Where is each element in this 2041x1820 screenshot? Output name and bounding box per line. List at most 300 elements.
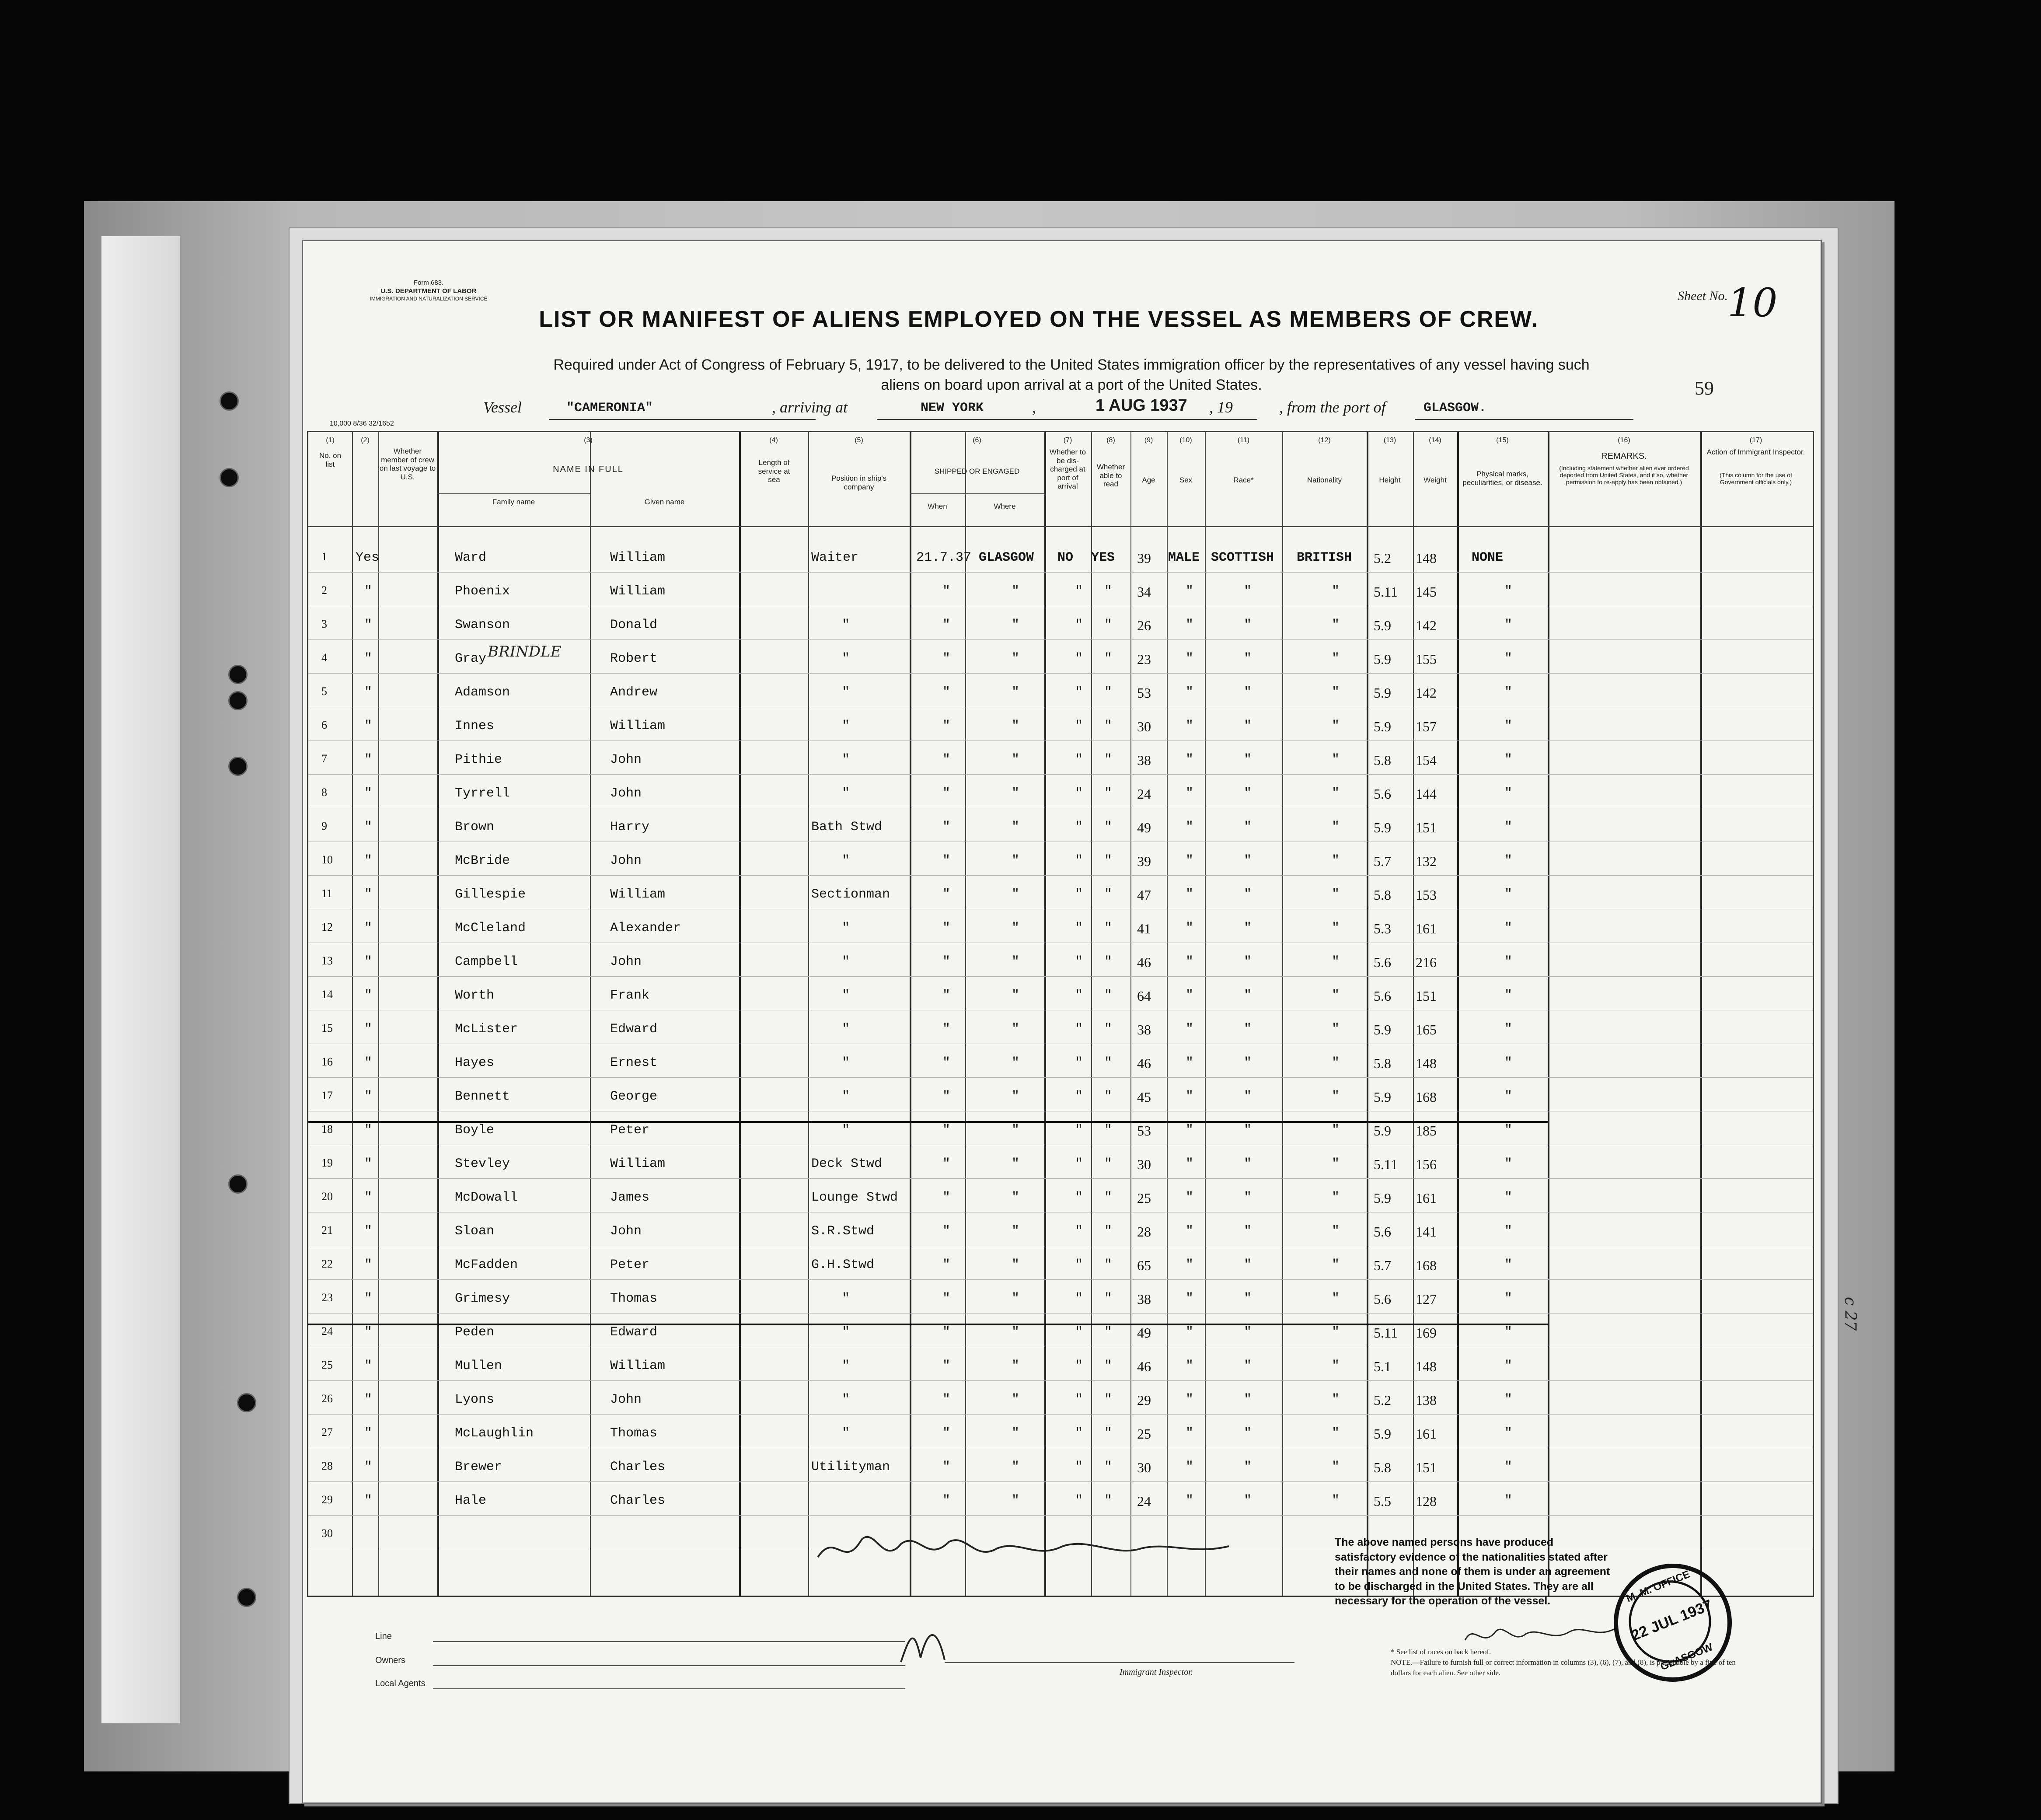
cell-position: G.H.Stwd <box>811 1258 875 1272</box>
cell-weight: 145 <box>1416 584 1437 600</box>
cell-position: " <box>842 1055 850 1070</box>
cell-race: " <box>1244 1123 1252 1138</box>
from-port: GLASGOW. <box>1423 401 1487 416</box>
cell-sex: " <box>1186 1493 1194 1508</box>
cell-position: " <box>842 988 850 1003</box>
arrival-date: 1 AUG 1937 <box>1096 396 1187 415</box>
col8-number: (8) <box>1106 437 1115 444</box>
vessel-label: Vessel <box>483 398 522 416</box>
cell-weight: 157 <box>1416 719 1437 734</box>
col-divider <box>378 432 379 1596</box>
cell-given-name: Charles <box>610 1460 666 1474</box>
cell-last-voyage: " <box>364 1123 373 1138</box>
cell-family-name: Mullen <box>455 1359 502 1373</box>
cell-sex: " <box>1186 887 1194 902</box>
cell-position: Lounge Stwd <box>811 1190 898 1205</box>
vessel-name: "CAMERONIA" <box>566 401 653 416</box>
stamp-date: 22 JUL 1937 <box>1629 1596 1715 1644</box>
cell-row-number: 9 <box>321 820 327 832</box>
cell-family-name: McLister <box>455 1022 518 1037</box>
cell-nationality: " <box>1332 651 1340 666</box>
cell-shipped-where: " <box>1012 752 1020 767</box>
local-agents-field <box>433 1688 905 1689</box>
cell-sex: " <box>1186 1055 1194 1070</box>
cell-sex: " <box>1186 1123 1194 1138</box>
cell-discharged: " <box>1075 1089 1083 1104</box>
cell-position: Sectionman <box>811 887 890 902</box>
col-divider <box>965 432 966 1596</box>
cell-shipped-where: " <box>1012 1224 1020 1239</box>
binder-hole <box>237 1588 256 1607</box>
cell-row-number: 6 <box>321 719 327 731</box>
cell-family-name: Hale <box>455 1493 487 1508</box>
col-divider <box>1548 432 1549 1596</box>
cell-weight: 155 <box>1416 651 1437 667</box>
cell-sex: " <box>1186 1258 1194 1272</box>
col6-number: (6) <box>973 437 981 444</box>
cell-physical-marks: " <box>1504 853 1513 868</box>
cell-family-name: Gray <box>455 651 487 666</box>
cell-nationality: " <box>1332 1258 1340 1272</box>
cell-nationality: " <box>1332 618 1340 632</box>
cell-sex: " <box>1186 752 1194 767</box>
col11-title: Race* <box>1233 476 1254 484</box>
cell-position: " <box>842 1392 850 1407</box>
cell-height: 5.9 <box>1374 1089 1391 1105</box>
cell-nationality: " <box>1332 786 1340 801</box>
cell-discharged: " <box>1075 584 1083 599</box>
cell-discharged: " <box>1075 1291 1083 1306</box>
handwritten-signature <box>809 1522 1268 1579</box>
cell-row-number: 11 <box>321 887 333 900</box>
col-divider <box>1130 432 1131 1596</box>
cell-row-number: 4 <box>321 651 327 664</box>
form-identifier <box>332 278 525 303</box>
cell-race: " <box>1244 685 1252 700</box>
col6-where: Where <box>994 502 1016 510</box>
cell-weight: 151 <box>1416 820 1437 835</box>
cell-physical-marks: " <box>1504 1224 1513 1239</box>
cell-sex: " <box>1186 584 1194 599</box>
cell-nationality: " <box>1332 752 1340 767</box>
col-divider <box>808 432 809 1596</box>
cell-sex: " <box>1186 820 1194 835</box>
cell-shipped-when: " <box>942 786 951 801</box>
cell-family-name: Stevley <box>455 1156 510 1171</box>
cell-given-name: William <box>610 1359 666 1373</box>
cell-last-voyage: " <box>364 1089 373 1104</box>
cell-row-number: 14 <box>321 988 333 1001</box>
cell-nationality: " <box>1332 1392 1340 1407</box>
cell-shipped-where: " <box>1012 1258 1020 1272</box>
cell-discharged: " <box>1075 786 1083 801</box>
cell-race: " <box>1244 1392 1252 1407</box>
cell-row-number: 10 <box>321 853 333 866</box>
cell-row-number: 17 <box>321 1089 333 1102</box>
cell-height: 5.9 <box>1374 1022 1391 1038</box>
cell-shipped-where: " <box>1012 1493 1020 1508</box>
cell-race: " <box>1244 1291 1252 1306</box>
cell-position: Utilityman <box>811 1460 890 1474</box>
cell-given-name: John <box>610 752 642 767</box>
cell-able-to-read: " <box>1104 685 1113 700</box>
cell-position: " <box>842 618 850 632</box>
cell-position: " <box>842 1359 850 1373</box>
cell-last-voyage: " <box>364 1426 373 1441</box>
cell-physical-marks: " <box>1504 719 1513 734</box>
cell-family-name: Bennett <box>455 1089 510 1104</box>
row-rule <box>308 639 1813 640</box>
cell-height: 5.11 <box>1374 1156 1398 1172</box>
cell-physical-marks: " <box>1504 1258 1513 1272</box>
cell-discharged: " <box>1075 1055 1083 1070</box>
cell-height: 5.6 <box>1374 954 1391 970</box>
cell-age: 53 <box>1137 685 1151 701</box>
row-rule <box>308 1178 1813 1179</box>
col-divider <box>910 432 911 1596</box>
cell-able-to-read: " <box>1104 954 1113 969</box>
cell-discharged: " <box>1075 921 1083 936</box>
subtitle-line-1: Required under Act of Congress of February 5, 1917, to be delivered to the United States immigration officer by the representatives of any vessel having such <box>553 356 1590 373</box>
cell-weight: 132 <box>1416 853 1437 869</box>
col3-family: Family name <box>492 498 535 506</box>
cell-race: " <box>1244 1493 1252 1508</box>
col9-number: (9) <box>1144 437 1153 444</box>
cell-shipped-where: " <box>1012 1190 1020 1205</box>
cell-race: " <box>1244 584 1252 599</box>
cell-shipped-when: " <box>942 584 951 599</box>
line-label: Line <box>375 1631 392 1641</box>
cell-race: " <box>1244 988 1252 1003</box>
cell-able-to-read: " <box>1104 853 1113 868</box>
cell-age: 25 <box>1137 1426 1151 1442</box>
cell-discharged: " <box>1075 820 1083 835</box>
inspector-label: Immigrant Inspector. <box>1120 1667 1193 1677</box>
cell-sex: " <box>1186 1325 1194 1340</box>
col14-title: Weight <box>1423 476 1447 484</box>
cell-last-voyage: Yes <box>356 550 380 565</box>
cell-family-name: Sloan <box>455 1224 495 1239</box>
col15-title: Physical marks, peculiarities, or disease. <box>1462 470 1542 487</box>
cell-age: 41 <box>1137 921 1151 936</box>
cell-discharged: " <box>1075 651 1083 666</box>
row-rule <box>308 875 1813 876</box>
cell-last-voyage: " <box>364 1055 373 1070</box>
cell-age: 46 <box>1137 954 1151 970</box>
cell-last-voyage: " <box>364 618 373 632</box>
cell-age: 29 <box>1137 1392 1151 1408</box>
cell-sex: " <box>1186 1089 1194 1104</box>
cell-nationality: " <box>1332 1426 1340 1441</box>
cell-race: " <box>1244 1359 1252 1373</box>
cell-discharged: " <box>1075 685 1083 700</box>
line-field <box>433 1641 905 1642</box>
cell-position: " <box>842 1022 850 1037</box>
cell-shipped-where: " <box>1012 685 1020 700</box>
owners-label: Owners <box>375 1656 405 1665</box>
cell-shipped-when: " <box>942 921 951 936</box>
cell-given-name: Edward <box>610 1022 658 1037</box>
cell-sex: " <box>1186 685 1194 700</box>
cell-height: 5.5 <box>1374 1493 1391 1509</box>
cell-height: 5.9 <box>1374 685 1391 701</box>
cell-family-name: Brown <box>455 820 495 835</box>
cell-discharged: " <box>1075 1359 1083 1373</box>
cell-age: 26 <box>1137 618 1151 633</box>
cell-shipped-where: " <box>1012 651 1020 666</box>
col14-number: (14) <box>1429 437 1441 444</box>
cell-shipped-where: GLASGOW <box>979 550 1034 565</box>
cell-family-name: Brewer <box>455 1460 502 1474</box>
cell-discharged: " <box>1075 618 1083 632</box>
arriving-port: NEW YORK <box>921 401 984 416</box>
cell-family-name: Ward <box>455 550 487 565</box>
cell-shipped-when: " <box>942 1291 951 1306</box>
cell-nationality: " <box>1332 1460 1340 1474</box>
cell-discharged: " <box>1075 1460 1083 1474</box>
cell-able-to-read: " <box>1104 651 1113 666</box>
cell-weight: 141 <box>1416 1224 1437 1240</box>
cell-shipped-when: " <box>942 1224 951 1239</box>
cell-able-to-read: " <box>1104 1325 1113 1340</box>
cell-able-to-read: " <box>1104 1022 1113 1037</box>
cell-nationality: " <box>1332 1359 1340 1373</box>
cell-physical-marks: " <box>1504 1325 1513 1340</box>
cell-position: Deck Stwd <box>811 1156 883 1171</box>
cell-physical-marks: " <box>1504 921 1513 936</box>
cell-last-voyage: " <box>364 651 373 666</box>
col-divider <box>437 432 439 1596</box>
service-name: IMMIGRATION AND NATURALIZATION SERVICE <box>370 295 488 302</box>
crew-table <box>307 431 1814 1597</box>
col12-number: (12) <box>1318 437 1331 444</box>
cell-able-to-read: " <box>1104 1493 1113 1508</box>
col17-title: Action of Immigrant Inspector. <box>1706 448 1805 456</box>
cell-sex: " <box>1186 1190 1194 1205</box>
cell-age: 53 <box>1137 1123 1151 1139</box>
cell-family-name: Adamson <box>455 685 510 700</box>
cell-position: " <box>842 1123 850 1138</box>
cell-height: 5.2 <box>1374 1392 1391 1408</box>
cell-shipped-where: " <box>1012 1460 1020 1474</box>
vessel-underline <box>549 419 816 420</box>
cell-able-to-read: YES <box>1091 550 1115 565</box>
row-rule <box>308 572 1813 573</box>
strikeout-row-23 <box>308 1324 1548 1325</box>
cell-physical-marks: " <box>1504 1055 1513 1070</box>
cell-physical-marks: " <box>1504 988 1513 1003</box>
cell-discharged: " <box>1075 1156 1083 1171</box>
cell-row-number: 22 <box>321 1258 333 1270</box>
cell-row-number: 12 <box>321 921 333 933</box>
cell-height: 5.6 <box>1374 1224 1391 1240</box>
cell-able-to-read: " <box>1104 584 1113 599</box>
col-divider <box>739 432 741 1596</box>
cell-nationality: " <box>1332 1291 1340 1306</box>
cell-able-to-read: " <box>1104 719 1113 734</box>
cell-age: 38 <box>1137 1291 1151 1307</box>
cell-physical-marks: " <box>1504 1156 1513 1171</box>
col13-number: (13) <box>1383 437 1396 444</box>
cell-race: SCOTTISH <box>1211 550 1274 565</box>
cell-physical-marks: " <box>1504 820 1513 835</box>
cell-able-to-read: " <box>1104 1123 1113 1138</box>
cell-row-number: 26 <box>321 1392 333 1405</box>
cell-last-voyage: " <box>364 954 373 969</box>
cell-weight: 151 <box>1416 988 1437 1004</box>
cell-able-to-read: " <box>1104 1190 1113 1205</box>
cell-shipped-where: " <box>1012 1156 1020 1171</box>
cell-given-name: Alexander <box>610 921 681 936</box>
cell-physical-marks: " <box>1504 1493 1513 1508</box>
binder-hole <box>220 391 239 411</box>
row-rule <box>308 1414 1813 1415</box>
col1-number: (1) <box>326 437 335 444</box>
cell-race: " <box>1244 954 1252 969</box>
cell-race: " <box>1244 853 1252 868</box>
cell-height: 5.1 <box>1374 1359 1391 1374</box>
cell-physical-marks: NONE <box>1472 550 1504 565</box>
cell-row-number: 20 <box>321 1190 333 1203</box>
col3-title: NAME IN FULL <box>553 465 624 474</box>
cell-nationality: BRITISH <box>1297 550 1352 565</box>
cell-shipped-where: " <box>1012 853 1020 868</box>
cell-height: 5.6 <box>1374 988 1391 1004</box>
cell-able-to-read: " <box>1104 1426 1113 1441</box>
cell-position: Bath Stwd <box>811 820 883 835</box>
cell-row-number: 1 <box>321 550 327 563</box>
cell-given-name: William <box>610 1156 666 1171</box>
col15-number: (15) <box>1496 437 1509 444</box>
cell-shipped-where: " <box>1012 1123 1020 1138</box>
cell-age: 45 <box>1137 1089 1151 1105</box>
cell-physical-marks: " <box>1504 1123 1513 1138</box>
cell-weight: 154 <box>1416 752 1437 768</box>
cell-shipped-when: " <box>942 1426 951 1441</box>
cell-sex: " <box>1186 954 1194 969</box>
cell-race: " <box>1244 1089 1252 1104</box>
races-note: * See list of races on back hereof. <box>1391 1648 1491 1656</box>
col3-number: (3) <box>584 437 593 444</box>
col-divider <box>1457 432 1459 1596</box>
cell-family-name: Tyrrell <box>455 786 510 801</box>
cell-physical-marks: " <box>1504 1460 1513 1474</box>
cell-race: " <box>1244 820 1252 835</box>
cell-shipped-when: " <box>942 1493 951 1508</box>
cell-shipped-when: " <box>942 1190 951 1205</box>
cell-able-to-read: " <box>1104 1291 1113 1306</box>
cell-given-name: John <box>610 1224 642 1239</box>
cell-shipped-when: " <box>942 651 951 666</box>
cell-race: " <box>1244 1325 1252 1340</box>
arriving-label: , arriving at <box>772 398 848 416</box>
cell-position: " <box>842 1291 850 1306</box>
cell-last-voyage: " <box>364 786 373 801</box>
document-title: LIST OR MANIFEST OF ALIENS EMPLOYED ON THE VESSEL AS MEMBERS OF CREW. <box>539 307 1539 332</box>
penalty-note: NOTE.—Failure to furnish full or correct information in columns (3), (6), (7), and (8), is punishable by a fine of ten dollars for each alien. See other side. <box>1391 1658 1736 1677</box>
cell-nationality: " <box>1332 820 1340 835</box>
cell-shipped-where: " <box>1012 1359 1020 1373</box>
cell-family-name: McDowall <box>455 1190 518 1205</box>
cell-row-number: 16 <box>321 1055 333 1068</box>
cell-family-name: McLaughlin <box>455 1426 534 1441</box>
cell-last-voyage: " <box>364 1022 373 1037</box>
cell-weight: 161 <box>1416 921 1437 936</box>
cell-last-voyage: " <box>364 1190 373 1205</box>
cell-last-voyage: " <box>364 1460 373 1474</box>
cell-weight: 151 <box>1416 1460 1437 1475</box>
cell-nationality: " <box>1332 584 1340 599</box>
cell-physical-marks: " <box>1504 786 1513 801</box>
cell-physical-marks: " <box>1504 887 1513 902</box>
cell-physical-marks: " <box>1504 1291 1513 1306</box>
cell-family-name: McCleland <box>455 921 526 936</box>
cell-row-number: 7 <box>321 752 327 765</box>
cell-height: 5.9 <box>1374 820 1391 835</box>
cell-age: 38 <box>1137 1022 1151 1038</box>
date-underline <box>1052 419 1257 420</box>
cell-nationality: " <box>1332 1156 1340 1171</box>
cell-position: Waiter <box>811 550 859 565</box>
cell-discharged: " <box>1075 853 1083 868</box>
cell-position: " <box>842 853 850 868</box>
cell-position: " <box>842 1325 850 1340</box>
cell-sex: " <box>1186 1359 1194 1373</box>
cell-sex: " <box>1186 988 1194 1003</box>
cell-race: " <box>1244 1055 1252 1070</box>
cell-last-voyage: " <box>364 685 373 700</box>
cell-race: " <box>1244 1190 1252 1205</box>
cell-given-name: William <box>610 719 666 734</box>
cell-shipped-when: " <box>942 1156 951 1171</box>
col9-title: Age <box>1142 476 1155 484</box>
cell-age: 47 <box>1137 887 1151 903</box>
cell-discharged: " <box>1075 1224 1083 1239</box>
cell-shipped-when: " <box>942 1392 951 1407</box>
cell-given-name: Donald <box>610 618 658 632</box>
cell-weight: 153 <box>1416 887 1437 903</box>
cell-age: 28 <box>1137 1224 1151 1240</box>
cell-row-number: 24 <box>321 1325 333 1338</box>
cell-weight: 142 <box>1416 685 1437 701</box>
cell-family-name: Innes <box>455 719 495 734</box>
cell-nationality: " <box>1332 719 1340 734</box>
cell-last-voyage: " <box>364 1493 373 1508</box>
cell-height: 5.9 <box>1374 651 1391 667</box>
cell-race: " <box>1244 719 1252 734</box>
cell-sex: " <box>1186 618 1194 632</box>
cell-weight: 168 <box>1416 1089 1437 1105</box>
cell-last-voyage: " <box>364 1258 373 1272</box>
col-divider <box>1205 432 1206 1596</box>
cell-weight: 169 <box>1416 1325 1437 1341</box>
cell-physical-marks: " <box>1504 584 1513 599</box>
cell-nationality: " <box>1332 1325 1340 1340</box>
cell-given-name: William <box>610 887 666 902</box>
cell-nationality: " <box>1332 1493 1340 1508</box>
cell-shipped-where: " <box>1012 1392 1020 1407</box>
cell-discharged: " <box>1075 1258 1083 1272</box>
cell-height: 5.6 <box>1374 786 1391 802</box>
cell-row-number: 23 <box>321 1291 333 1304</box>
cell-discharged: " <box>1075 887 1083 902</box>
cell-given-name: Andrew <box>610 685 658 700</box>
cell-family-name: Grimesy <box>455 1291 510 1306</box>
cell-family-name: Hayes <box>455 1055 495 1070</box>
cell-sex: " <box>1186 1291 1194 1306</box>
cell-row-number: 27 <box>321 1426 333 1439</box>
col-divider <box>1091 432 1092 1596</box>
